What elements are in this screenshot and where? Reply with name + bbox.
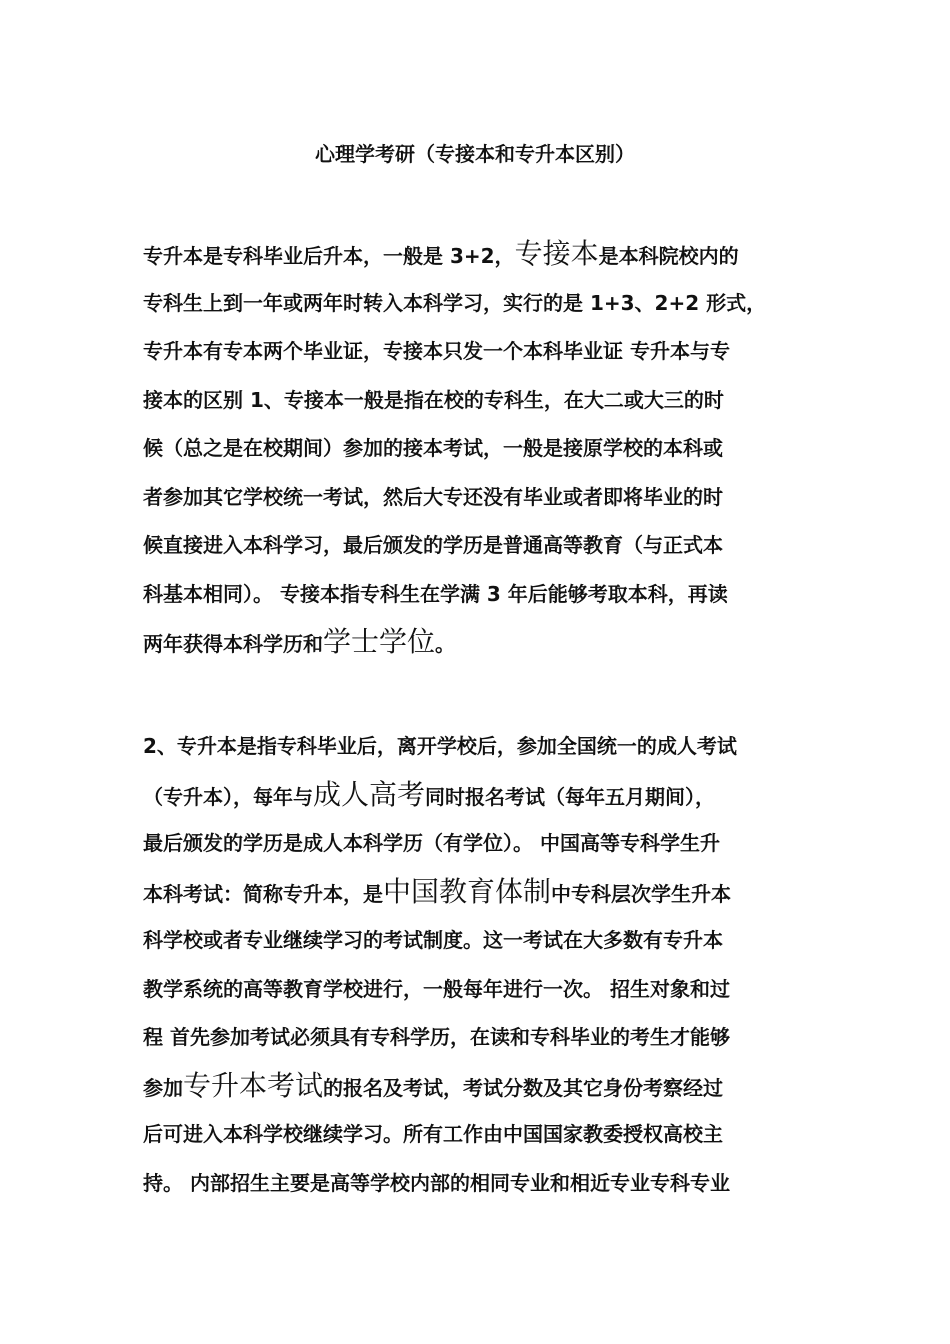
text-line (143, 424, 811, 473)
text-run: 两年获得本科学历和 (143, 632, 323, 656)
text-line (143, 819, 811, 868)
text-line (143, 722, 811, 771)
text-run: 参加 (143, 1075, 183, 1100)
emphasized-term: 中国教育体制 (383, 874, 552, 908)
text-line (143, 916, 811, 965)
text-run: 本科考试：简称专升本，是 (143, 881, 383, 906)
text-run: 候（总之是在校期间）参加的接本考试，一般是接原学校的本科或 (143, 436, 723, 460)
emphasized-term: 专升本考试 (183, 1068, 324, 1102)
text-line (143, 771, 811, 820)
text-line (143, 965, 811, 1014)
text-line (143, 376, 811, 425)
text-run: 持。 内部招生主要是高等学校内部的相同专业和相近专业专科专业 (143, 1170, 730, 1195)
text-line (143, 230, 811, 279)
text-line (143, 327, 811, 376)
text-run: 接本的区别 1、专接本一般是指在校的专科生，在大二或大三的时 (143, 387, 724, 412)
text-run: （专升本），每年与 (143, 784, 313, 809)
text-line (143, 1062, 811, 1111)
paragraph-2 (143, 722, 811, 1207)
text-run: 专科生上到一年或两年时转入本科学习，实行的是 1+3、2+2 形式， (143, 290, 767, 315)
document-title: 心理学考研（专接本和专升本区别） (315, 142, 635, 166)
text-line (143, 521, 811, 570)
text-line (143, 618, 811, 667)
text-run: 科学校或者专业继续学习的考试制度。这一考试在大多数有专升本 (143, 928, 723, 952)
emphasized-term: 学士学位 (323, 625, 436, 658)
text-run: 最后颁发的学历是成人本科学历（有学位）。 中国高等专科学生升 (143, 831, 720, 855)
text-run: 是本科院校内的 (598, 244, 739, 268)
text-run: 程 首先参加考试必须具有专科学历，在读和专科毕业的考生才能够 (143, 1025, 730, 1049)
text-run: 教学系统的高等教育学校进行，一般每年进行一次。 招生对象和过 (143, 976, 730, 1001)
text-line (143, 1159, 811, 1208)
text-line (143, 868, 811, 917)
text-run: 后可进入本科学校继续学习。所有工作由中国国家教委授权高校主 (143, 1122, 723, 1146)
text-line (143, 473, 811, 522)
text-run: 同时报名考试（每年五月期间）， (425, 784, 716, 809)
emphasized-term: 成人高考 (313, 777, 426, 811)
text-run: 中专科层次学生升本 (551, 881, 732, 906)
text-line (143, 1013, 811, 1062)
text-line (143, 279, 811, 328)
text-run: 专升本是专科毕业后升本，一般是 3+2， (143, 244, 515, 268)
text-run: 者参加其它学校统一考试，然后大专还没有毕业或者即将毕业的时 (143, 484, 723, 509)
text-run: 候直接进入本科学习，最后颁发的学历是普通高等教育（与正式本 (143, 533, 723, 557)
text-run: 。 (435, 632, 456, 656)
text-run: 专升本有专本两个毕业证，专接本只发一个本科毕业证 专升本与专 (143, 339, 730, 363)
text-line (143, 570, 811, 619)
text-run: 2、专升本是指专科毕业后，离开学校后，参加全国统一的成人考试 (143, 734, 737, 758)
text-run: 科基本相同）。 专接本指专科生在学满 3 年后能够考取本科，再读 (143, 581, 728, 606)
text-line (143, 1110, 811, 1159)
text-run: 的报名及考试，考试分数及其它身份考察经过 (323, 1075, 724, 1100)
paragraph-1 (143, 230, 811, 667)
emphasized-term: 专接本 (514, 237, 599, 270)
